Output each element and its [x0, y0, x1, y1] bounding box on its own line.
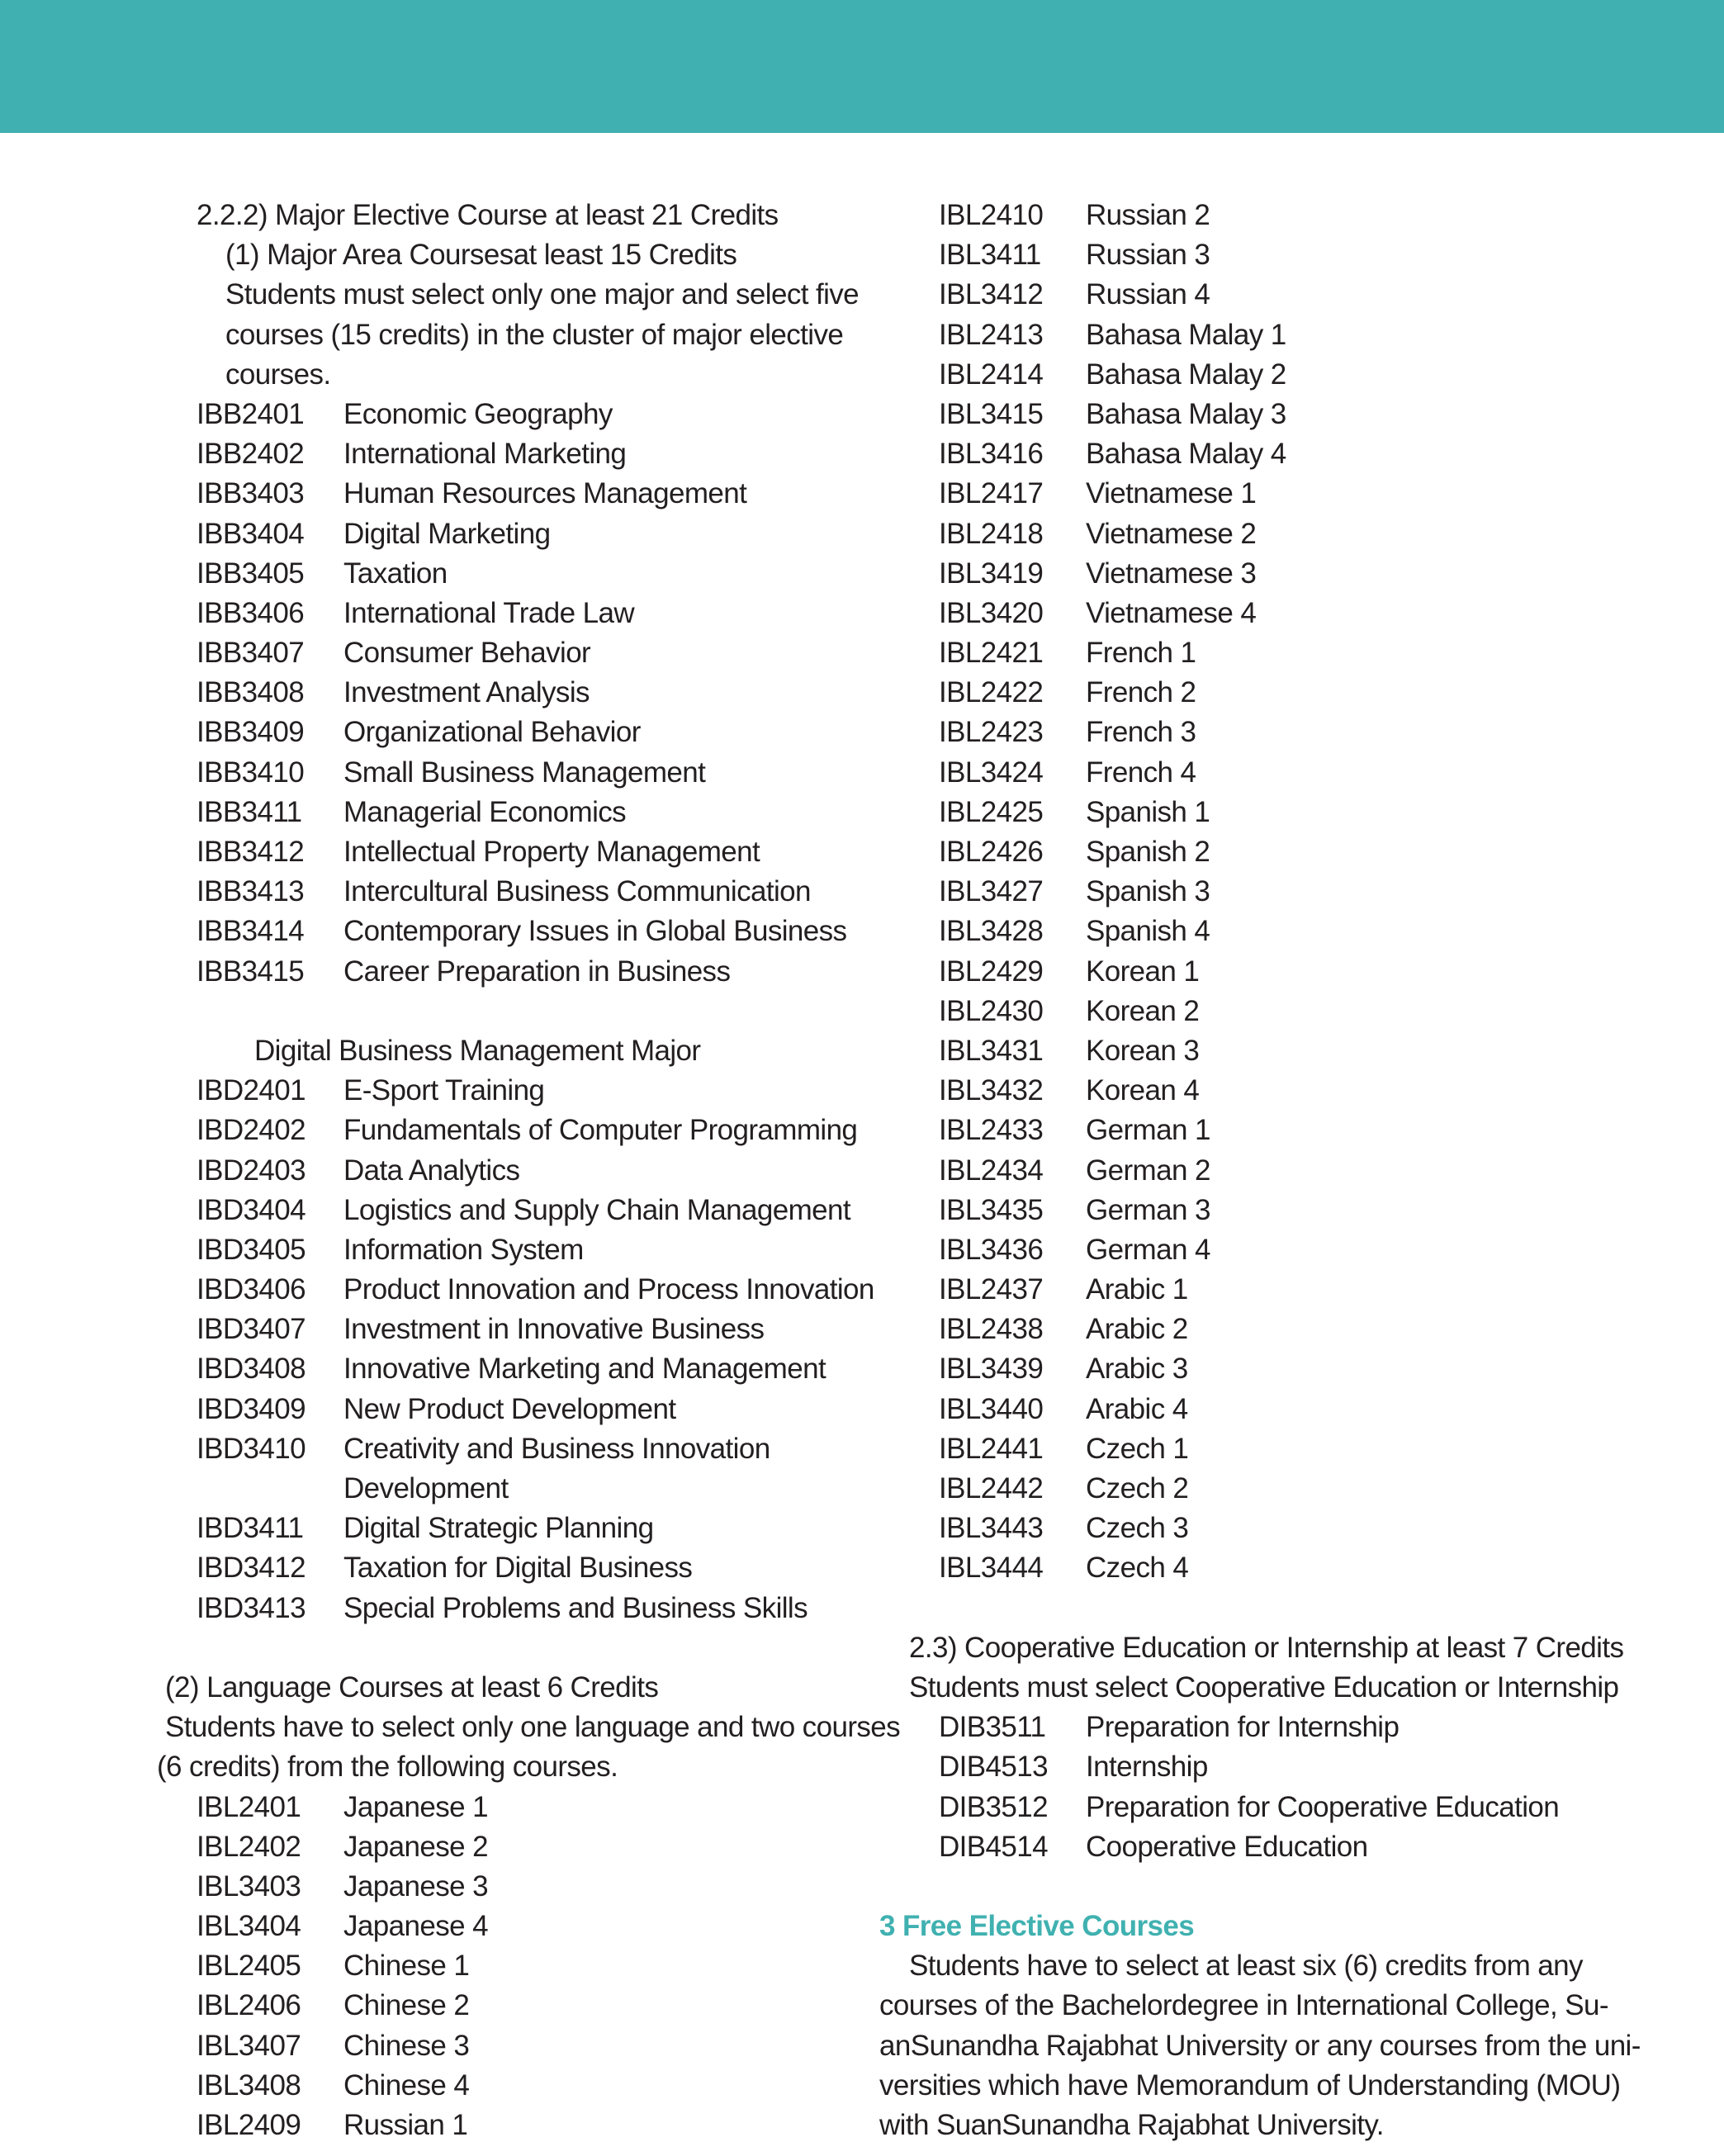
course-code: DIB3512 [939, 1790, 1049, 1823]
free-elective-text-5: with SuanSunandha Rajabhat University. [879, 2109, 1384, 2141]
course-code: IBL3415 [939, 397, 1044, 430]
course-name: Data Analytics [343, 1154, 520, 1187]
course-row [197, 1986, 907, 2026]
course-code: IBL3431 [939, 1034, 1044, 1067]
course-row [197, 633, 907, 673]
course-name: Managerial Economics [343, 795, 627, 828]
course-name: Internship [1086, 1751, 1208, 1784]
course-row [197, 1867, 907, 1907]
course-name: Czech 2 [1086, 1472, 1189, 1504]
course-name: Spanish 3 [1086, 875, 1210, 908]
course-row [939, 793, 1665, 832]
course-row [197, 1827, 907, 1867]
course-row [197, 1429, 907, 1469]
course-code: IBL3439 [939, 1353, 1044, 1386]
course-code: IBD3405 [197, 1233, 306, 1266]
course-code: IBL3427 [939, 875, 1044, 908]
course-row [197, 1071, 907, 1111]
course-code: IBD2402 [197, 1114, 306, 1147]
course-code: IBL2409 [197, 2109, 301, 2141]
course-row [939, 434, 1665, 474]
course-row [197, 554, 907, 594]
language-instruction-1: Students have to select only one language and two courses [165, 1711, 901, 1744]
course-code: IBB3403 [197, 477, 305, 510]
course-row [939, 832, 1665, 872]
course-name: Information System [343, 1233, 584, 1266]
course-name: Russian 4 [1086, 278, 1210, 311]
course-row [939, 196, 1665, 235]
course-code: IBL3424 [939, 756, 1044, 789]
course-name: International Marketing [343, 438, 627, 471]
language-heading: (2) Language Courses at least 6 Credits [165, 1670, 659, 1703]
course-name: Career Preparation in Business [343, 955, 731, 988]
course-name: Vietnamese 4 [1086, 596, 1257, 629]
course-code: IBL2414 [939, 358, 1044, 391]
course-name: Product Innovation and Process Innovation [343, 1273, 874, 1306]
course-name: Russian 3 [1086, 239, 1210, 272]
language-course-list-continued [879, 196, 1606, 1589]
course-code: IBL2402 [197, 1830, 301, 1863]
ibd-course-list [157, 1071, 874, 1509]
course-code: IBB3409 [197, 716, 305, 749]
course-name: Arabic 3 [1086, 1353, 1188, 1386]
course-name: Intellectual Property Management [343, 836, 760, 868]
course-code: IBL2442 [939, 1472, 1044, 1504]
course-name: Japanese 2 [343, 1830, 488, 1863]
course-row [197, 1788, 907, 1827]
major-area-heading: (1) Major Area Coursesat least 15 Credits [225, 239, 737, 272]
course-row [197, 1469, 907, 1509]
course-row [939, 474, 1665, 514]
course-name: Bahasa Malay 4 [1086, 438, 1286, 471]
course-row [197, 1191, 907, 1230]
course-name: Bahasa Malay 1 [1086, 318, 1286, 351]
course-code: IBD2403 [197, 1154, 306, 1187]
course-code: IBL2406 [197, 1989, 301, 2022]
course-code: IBL3440 [939, 1392, 1044, 1425]
spacer [879, 1589, 1606, 1628]
course-row [197, 872, 907, 912]
course-code: IBB2401 [197, 397, 305, 430]
course-row [197, 1509, 907, 1548]
course-row [197, 2026, 907, 2066]
course-row [197, 673, 907, 713]
course-row [197, 1589, 907, 1628]
course-name: E-Sport Training [343, 1074, 545, 1107]
course-code: IBB3413 [197, 875, 305, 908]
course-code: IBL3419 [939, 557, 1044, 590]
course-code: IBL2405 [197, 1950, 301, 1983]
course-row [939, 1469, 1665, 1509]
course-row [939, 554, 1665, 594]
course-name: Czech 3 [1086, 1512, 1189, 1545]
course-name: Czech 1 [1086, 1432, 1189, 1465]
course-name: Consumer Behavior [343, 637, 591, 670]
course-code: IBB3408 [197, 676, 305, 709]
course-row [939, 1071, 1665, 1111]
major-instruction-1: Students must select only one major and select five [225, 278, 860, 311]
course-code: IBL3420 [939, 596, 1044, 629]
course-code: IBB3406 [197, 596, 305, 629]
course-row [197, 1111, 907, 1150]
course-row [939, 315, 1665, 355]
ibb-course-list [157, 395, 867, 992]
course-code: IBL3443 [939, 1512, 1044, 1545]
course-name: Bahasa Malay 2 [1086, 358, 1286, 391]
course-code: IBL2423 [939, 716, 1044, 749]
course-row [197, 1310, 907, 1349]
course-row [197, 1548, 907, 1588]
course-name: Korean 4 [1086, 1074, 1200, 1107]
course-row [197, 434, 907, 474]
cooperative-course-list [879, 1708, 1606, 1867]
left-column [157, 196, 901, 2145]
course-code: IBL3436 [939, 1233, 1044, 1266]
course-name: Japanese 4 [343, 1910, 488, 1943]
course-row [939, 1310, 1665, 1349]
course-code: IBL2417 [939, 477, 1044, 510]
course-name: Preparation for Internship [1086, 1711, 1400, 1744]
course-name: Chinese 1 [343, 1950, 470, 1983]
free-elective-heading: 3 Free Elective Courses [879, 1910, 1195, 1943]
course-name: Chinese 2 [343, 1989, 470, 2022]
course-code: IBL3444 [939, 1552, 1044, 1585]
course-code: IBB3412 [197, 836, 305, 868]
course-name: Korean 2 [1086, 994, 1200, 1027]
course-name: Arabic 1 [1086, 1273, 1188, 1306]
course-code: IBL3403 [197, 1869, 301, 1902]
course-name: German 4 [1086, 1233, 1210, 1266]
course-row [939, 1708, 1665, 1747]
course-row [197, 594, 907, 633]
language-course-list [157, 1788, 867, 2146]
course-row [939, 1747, 1665, 1787]
course-name: Investment in Innovative Business [343, 1313, 765, 1346]
course-code: IBD3412 [197, 1552, 306, 1585]
course-row [939, 1191, 1665, 1230]
course-row [197, 395, 907, 434]
course-row [197, 912, 907, 951]
course-row [197, 832, 907, 872]
course-name: Digital Marketing [343, 517, 551, 550]
cooperative-heading: 2.3) Cooperative Education or Internship at least 7 Credits [909, 1631, 1624, 1664]
course-code: IBB3404 [197, 517, 305, 550]
course-row [939, 713, 1665, 752]
course-name: Investment Analysis [343, 676, 590, 709]
course-name: Vietnamese 3 [1086, 557, 1257, 590]
course-row [939, 395, 1665, 434]
course-name: Digital Strategic Planning [343, 1512, 654, 1545]
course-row [939, 1151, 1665, 1191]
cooperative-instruction: Students must select Cooperative Education or Internship [909, 1670, 1619, 1703]
course-name: Taxation [343, 557, 448, 590]
course-row [939, 1111, 1665, 1150]
course-row [197, 1907, 907, 1946]
right-column [879, 196, 1641, 2145]
course-name: Chinese 4 [343, 2068, 470, 2102]
course-name: Creativity and Business Innovation [343, 1432, 770, 1465]
course-row [939, 1429, 1665, 1469]
course-code: IBL2410 [939, 199, 1044, 231]
course-name: Czech 4 [1086, 1552, 1189, 1585]
course-name: Fundamentals of Computer Programming [343, 1114, 858, 1147]
course-name: Russian 2 [1086, 199, 1210, 231]
course-code: IBL2422 [939, 676, 1044, 709]
course-name: German 2 [1086, 1154, 1210, 1187]
spacer [879, 1867, 1606, 1907]
major-instruction-3: courses. [225, 358, 331, 391]
course-code: IBL2426 [939, 836, 1044, 868]
course-name: Taxation for Digital Business [343, 1552, 693, 1585]
course-name: Logistics and Supply Chain Management [343, 1193, 851, 1226]
course-row [939, 594, 1665, 633]
course-code: IBL2413 [939, 318, 1044, 351]
course-name: Vietnamese 1 [1086, 477, 1257, 510]
course-row [197, 793, 907, 832]
course-row [939, 235, 1665, 275]
course-name: German 1 [1086, 1114, 1210, 1147]
course-row [939, 1548, 1665, 1588]
course-row [939, 673, 1665, 713]
course-code: IBL2433 [939, 1114, 1044, 1147]
course-name: Japanese 3 [343, 1869, 488, 1902]
course-row [197, 1230, 907, 1270]
course-name: Economic Geography [343, 397, 613, 430]
course-row [939, 912, 1665, 951]
course-name: Organizational Behavior [343, 716, 641, 749]
course-row [939, 1031, 1665, 1071]
course-row [197, 713, 907, 752]
course-name: Bahasa Malay 3 [1086, 397, 1286, 430]
course-code: IBB3415 [197, 955, 305, 988]
spacer [157, 1628, 867, 1668]
course-row [197, 474, 907, 514]
course-name: Contemporary Issues in Global Business [343, 915, 847, 948]
free-elective-text-1: Students have to select at least six (6) credits from any [909, 1950, 1583, 1983]
course-row [939, 633, 1665, 673]
course-row [939, 872, 1665, 912]
course-name: Development [343, 1472, 509, 1504]
course-code: IBD3407 [197, 1313, 306, 1346]
course-name: French 3 [1086, 716, 1196, 749]
header-band [0, 0, 1724, 133]
course-code: IBD3410 [197, 1432, 306, 1465]
course-name: Korean 1 [1086, 955, 1200, 988]
digital-major-title: Digital Business Management Major [254, 1034, 701, 1067]
course-code: IBB3407 [197, 637, 305, 670]
free-elective-text-4: versities which have Memorandum of Understanding (MOU) [879, 2068, 1621, 2102]
course-name: Intercultural Business Communication [343, 875, 811, 908]
language-instruction-2: (6 credits) from the following courses. [157, 1751, 618, 1784]
major-instruction-2: courses (15 credits) in the cluster of major elective [225, 318, 844, 351]
course-code: IBL3411 [939, 239, 1041, 272]
course-code: IBL2425 [939, 795, 1044, 828]
course-name: French 1 [1086, 637, 1196, 670]
course-code: IBL2421 [939, 637, 1044, 670]
course-row [939, 952, 1665, 992]
course-row [197, 1349, 907, 1389]
course-row [197, 1390, 907, 1429]
course-code: DIB4514 [939, 1830, 1049, 1863]
ibd-course-list-continued [157, 1509, 867, 1628]
course-code: IBD3413 [197, 1591, 306, 1624]
major-elective-heading: 2.2.2) Major Elective Course at least 21 Credits [197, 199, 779, 231]
course-name: New Product Development [343, 1392, 676, 1425]
course-name: German 3 [1086, 1193, 1210, 1226]
course-row [197, 2106, 907, 2145]
course-name: French 2 [1086, 676, 1196, 709]
course-code: DIB4513 [939, 1751, 1049, 1784]
course-code: IBL2441 [939, 1432, 1044, 1465]
course-code: IBL3428 [939, 915, 1044, 948]
course-name: Spanish 2 [1086, 836, 1210, 868]
course-row [939, 1270, 1665, 1310]
course-name: Chinese 3 [343, 2029, 470, 2062]
course-row [197, 952, 907, 992]
course-name: Human Resources Management [343, 477, 747, 510]
course-row [197, 1946, 907, 1986]
course-row [939, 992, 1665, 1031]
course-name: Arabic 4 [1086, 1392, 1188, 1425]
course-code: IBD3404 [197, 1193, 306, 1226]
course-code: IBL2437 [939, 1273, 1044, 1306]
course-row [939, 1509, 1665, 1548]
free-elective-text-2: courses of the Bachelordegree in International College, Su- [879, 1989, 1608, 2022]
course-row [197, 1151, 907, 1191]
course-code: IBL2418 [939, 517, 1044, 550]
course-row [939, 275, 1665, 315]
course-row [939, 1827, 1665, 1867]
course-code: IBD2401 [197, 1074, 306, 1107]
course-code: IBB2402 [197, 438, 305, 471]
course-name: Russian 1 [343, 2109, 468, 2141]
course-name: Special Problems and Business Skills [343, 1591, 808, 1624]
course-name: Arabic 2 [1086, 1313, 1188, 1346]
course-code: IBD3409 [197, 1392, 306, 1425]
course-code: DIB3511 [939, 1711, 1046, 1744]
course-code: IBL2430 [939, 994, 1044, 1027]
course-code: IBD3406 [197, 1273, 306, 1306]
course-row [197, 2066, 907, 2106]
course-code: IBL3412 [939, 278, 1044, 311]
course-name: French 4 [1086, 756, 1196, 789]
course-row [939, 1788, 1665, 1827]
course-row [939, 753, 1665, 793]
course-code: IBL2434 [939, 1154, 1044, 1187]
course-name: Preparation for Cooperative Education [1086, 1790, 1560, 1823]
course-name: Spanish 1 [1086, 795, 1210, 828]
course-code: IBL2401 [197, 1790, 301, 1823]
course-code: IBL3432 [939, 1074, 1044, 1107]
course-row [939, 1390, 1665, 1429]
course-name: Korean 3 [1086, 1034, 1200, 1067]
course-row [197, 514, 907, 554]
course-code: IBB3414 [197, 915, 305, 948]
course-code: IBB3411 [197, 795, 302, 828]
course-row [939, 1230, 1665, 1270]
course-code: IBL3404 [197, 1910, 301, 1943]
course-code: IBL3435 [939, 1193, 1044, 1226]
course-row [197, 753, 907, 793]
free-elective-text-3: anSunandha Rajabhat University or any courses from the uni- [879, 2029, 1641, 2062]
course-code: IBL3408 [197, 2068, 301, 2102]
course-name: Spanish 4 [1086, 915, 1210, 948]
course-code: IBD3411 [197, 1512, 304, 1545]
course-name: Small Business Management [343, 756, 706, 789]
course-row [197, 1270, 907, 1310]
course-code: IBL2429 [939, 955, 1044, 988]
course-code: IBB3410 [197, 756, 305, 789]
course-row [939, 1349, 1665, 1389]
course-name: Cooperative Education [1086, 1830, 1368, 1863]
course-name: International Trade Law [343, 596, 634, 629]
course-code: IBL2438 [939, 1313, 1044, 1346]
course-row [939, 514, 1665, 554]
course-row [939, 355, 1665, 395]
spacer [157, 992, 867, 1031]
course-code: IBD3408 [197, 1353, 306, 1386]
course-code: IBL3416 [939, 438, 1044, 471]
course-code: IBL3407 [197, 2029, 301, 2062]
course-name: Vietnamese 2 [1086, 517, 1257, 550]
course-name: Japanese 1 [343, 1790, 488, 1823]
course-name: Innovative Marketing and Management [343, 1353, 826, 1386]
course-code: IBB3405 [197, 557, 305, 590]
